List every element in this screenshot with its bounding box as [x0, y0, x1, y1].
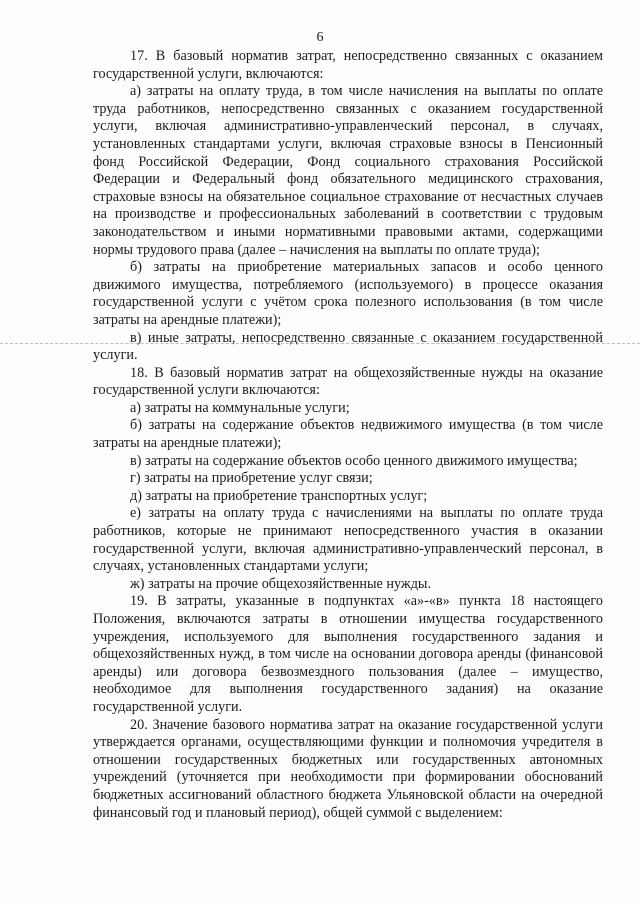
page-number: 6: [316, 30, 324, 45]
document-body: [93, 48, 603, 822]
paragraph-19: 19. В затраты, указанные в подпунктах «а»-«в» пункта 18 настоящего Положения, включаются затраты в отношении имущества государственного учреждения, используемого для выполнения государственного задания и общехозяйственных нужд, в том числе на основании договора аренды (финансовой аренды) или договора безвозмездного пользования (далее – имущество, необходимое для выполнения государственного задания) на оказание государственной услуги.: [93, 593, 603, 715]
paragraph-18d: д) затраты на приобретение транспортных услуг;: [130, 487, 428, 504]
paragraph-18a: а) затраты на коммунальные услуги;: [130, 399, 350, 416]
paragraph-18v: в) затраты на содержание объектов особо ценного движимого имущества;: [130, 452, 578, 469]
paragraph-17b: б) затраты на приобретение материальных запасов и особо ценного движимого имущества, потребляемого (используемого) в процессе оказания государственной услуги с учётом срока полезного использования (в том числе затраты на арендные платежи);: [93, 259, 603, 328]
paragraph-18g: г) затраты на приобретение услуг связи;: [130, 470, 373, 487]
paragraph-18e: е) затраты на оплату труда с начислениями на выплаты по оплате труда работников, которые не принимают непосредственного участия в оказании государственной услуги, включая административно-управленческий персонал, в случаях, установленных стандартами услуги;: [93, 505, 603, 575]
paragraph-18b: б) затраты на содержание объектов недвижимого имущества (в том числе затраты на арендные платежи);: [93, 417, 603, 452]
paragraph-17a: а) затраты на оплату труда, в том числе начисления на выплаты по оплате труда работников, непосредственно связанных с оказанием государственной услуги, включая административно-управленческий персонал, в случаях, установленных стандартами услуги, включая страховые взносы в Пенсионный фонд Российской Федерации, Фонд социального страхования Российской Федерации и Федеральный фонд обязательного медицинского страхования, страховые взносы на обязательное социальное страхование от несчастных случаев на производстве и профессиональных заболеваний в соответствии с трудовым законодательством и иными нормативными правовыми актами, содержащими нормы трудового права (далее – начисления на выплаты по оплате труда);: [93, 83, 603, 258]
paragraph-17v: в) иные затраты, непосредственно связанные с оказанием государственной услуги.: [93, 329, 603, 364]
paragraph-18zh: ж) затраты на прочие общехозяйственные нужды.: [130, 575, 431, 592]
paragraph-17: 17. В базовый норматив затрат, непосредственно связанных с оказанием государственной услуги, включаются:: [93, 48, 603, 82]
paragraph-20: 20. Значение базового норматива затрат на оказание государственной услуги утверждается органами, осуществляющими функции и полномочия учредителя в отношении государственных бюджетных или государственных автономных учреждений (уточняется при необходимости при формировании обоснований бюджетных ассигнований областного бюджета Ульяновской области на очередной финансовый год и плановый период), общей суммой с выделением:: [93, 716, 603, 821]
paragraph-18: 18. В базовый норматив затрат на общехозяйственные нужды на оказание государственной услуги включаются:: [93, 364, 603, 399]
